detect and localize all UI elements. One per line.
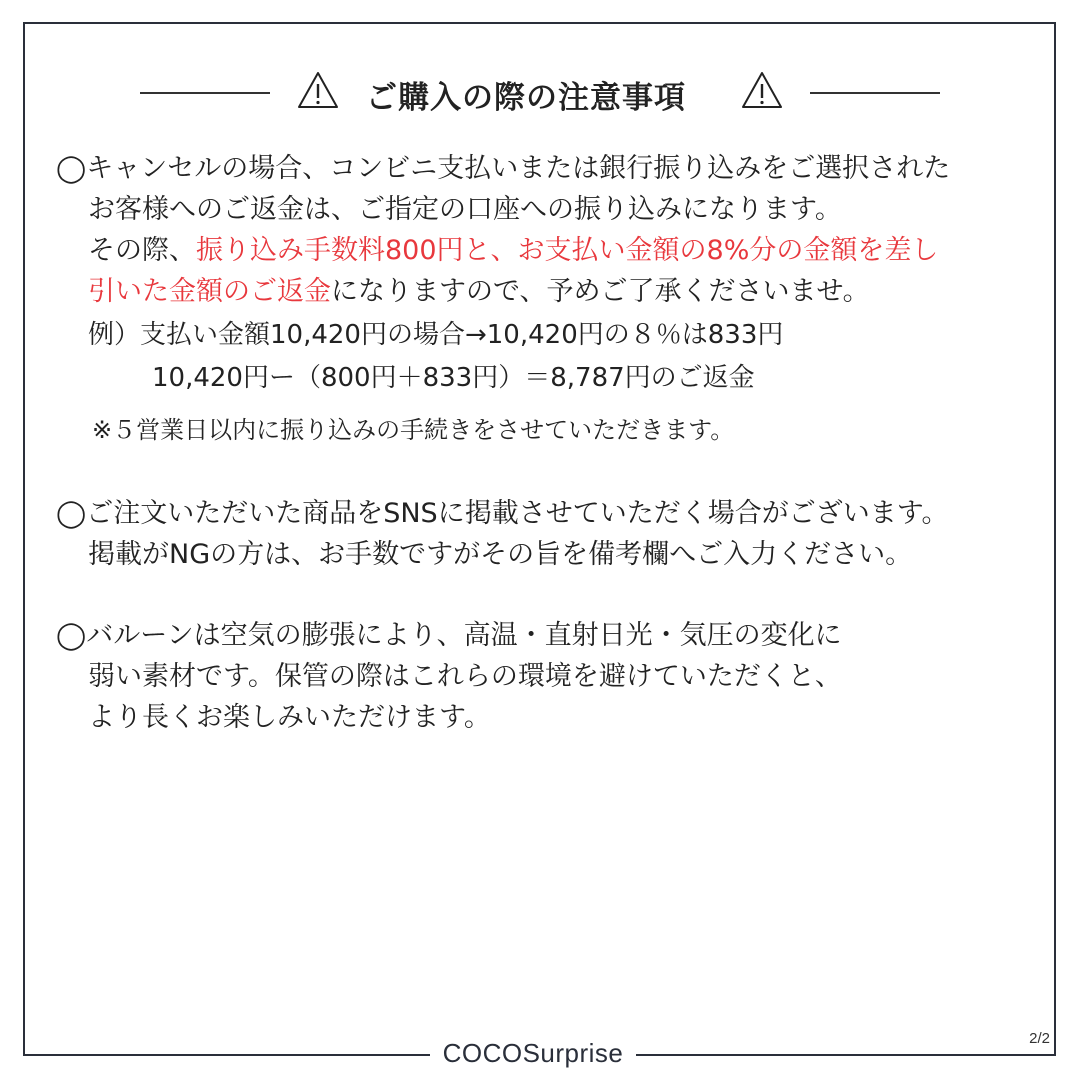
footer-rule-left [23, 1054, 423, 1056]
example-line1: 例）支払い金額10,420円の場合→10,420円の８％は833円 [88, 320, 784, 350]
section3-line1: ◯バルーンは空気の膨張により、高温・直射日光・気圧の変化に [56, 620, 842, 651]
section1-line3 [56, 230, 1046, 271]
section1-line4-highlight: 引いた金額のご返金 [88, 276, 331, 307]
header-rule-left [140, 92, 270, 94]
header [0, 68, 1080, 118]
header-rule-right [810, 92, 940, 94]
section3-line2: 弱い素材です。保管の際はこれらの環境を避けていただくと、 [88, 661, 842, 692]
example-line2: 10,420円ー（800円＋833円）＝8,787円のご返金 [152, 363, 755, 393]
section1-line3-highlight: 振り込み手数料800円と、お支払い金額の8%分の金額を差し [196, 235, 939, 266]
section1-line1: ◯キャンセルの場合、コンビニ支払いまたは銀行振り込みをご選択された [56, 153, 951, 184]
spacer [56, 575, 1046, 615]
section3-line3: より長くお楽しみいただけます。 [88, 702, 491, 733]
section1-line4-text: になりますので、予めご了承くださいませ。 [331, 276, 870, 307]
section1-line2: お客様へのご返金は、ご指定の口座への振り込みになります。 [88, 194, 842, 225]
warning-icon [740, 70, 784, 110]
page-title: ご購入の際の注意事項 [366, 80, 686, 116]
page-number: 2/2 [1029, 1030, 1050, 1047]
brand-logo-text: COCOSurprise [442, 1038, 624, 1068]
section1-line3-text: その際、 [88, 235, 196, 266]
warning-icon [296, 70, 340, 110]
section2-line1: ◯ご注文いただいた商品をSNSに掲載させていただく場合がございます。 [56, 498, 949, 529]
notice-body [56, 148, 1046, 738]
spacer [56, 450, 1046, 493]
processing-note: ※５営業日以内に振り込みの手続きをさせていただきます。 [92, 416, 735, 444]
section2-line2: 掲載がNGの方は、お手数ですがその旨を備考欄へご入力ください。 [88, 539, 913, 570]
section1-line4 [56, 271, 1046, 312]
footer-rule-right [643, 1054, 1056, 1056]
